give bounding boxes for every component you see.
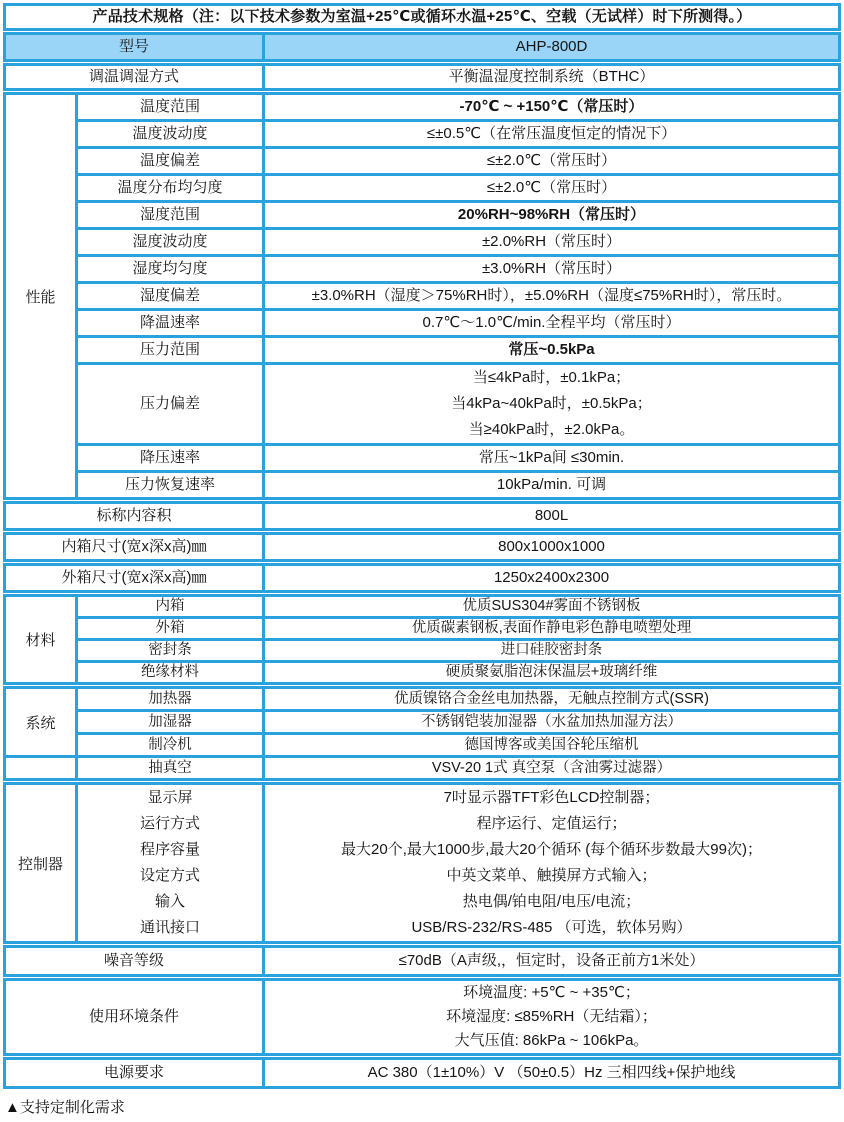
row-value: 德国博客或美国谷轮压缩机 — [464, 736, 639, 753]
table-title-row — [3, 3, 841, 31]
row-label: 标称内容积 — [6, 504, 265, 528]
spec-row — [78, 119, 838, 146]
row-value: ≤±0.5℃（在常压温度恒定的情况下） — [426, 124, 677, 142]
spec-row — [78, 709, 838, 732]
controller-label: 设定方式 — [139, 867, 200, 884]
row-value: 800x1000x1000 — [498, 537, 605, 555]
spec-row-vacuum — [78, 755, 838, 778]
row-model-value: AHP-800D — [265, 35, 838, 59]
row-label: 电源要求 — [6, 1060, 265, 1086]
row-model — [3, 32, 841, 62]
spec-row — [78, 616, 838, 638]
spec-row — [78, 638, 838, 660]
spec-row — [78, 200, 838, 227]
performance-rows — [78, 95, 838, 497]
system-group-label: 系统 — [25, 714, 56, 732]
spec-row — [78, 95, 838, 119]
system-group-empty-cell — [6, 755, 75, 778]
spec-row — [78, 689, 838, 709]
spec-row — [78, 597, 838, 616]
row-label: 密封条 — [78, 641, 265, 660]
material-group-label: 材料 — [25, 632, 56, 649]
controller-row — [78, 785, 838, 941]
row-label: 降温速率 — [78, 311, 265, 335]
spec-row-pressure-deviation — [78, 362, 838, 443]
row-value: 优质镍铬合金丝电加热器，无触点控制方式(SSR) — [394, 690, 709, 707]
row-noise — [3, 945, 841, 977]
controller-value: USB/RS-232/RS-485 （可选，软体另购） — [411, 919, 692, 936]
spec-row — [78, 254, 838, 281]
row-label: 湿度均匀度 — [78, 257, 265, 281]
row-volume — [3, 501, 841, 531]
row-label: 湿度波动度 — [78, 230, 265, 254]
controller-rows — [78, 785, 838, 941]
row-value: 优质碳素钢板,表面作静电彩色静电喷塑处理 — [411, 620, 692, 637]
row-value: ±3.0%RH（常压时） — [481, 259, 622, 277]
row-label: 加热器 — [78, 689, 265, 709]
row-value: VSV-20 1式 真空泵（含油雾过滤器） — [431, 759, 672, 776]
row-label: 压力偏差 — [78, 365, 265, 443]
row-value: 常压~0.5kPa — [508, 340, 595, 358]
spec-table — [3, 3, 841, 1089]
row-label: 湿度偏差 — [78, 284, 265, 308]
controller-labels — [78, 785, 265, 941]
row-label: 外箱 — [78, 619, 265, 638]
value-line: 当≤4kPa时，±0.1kPa； — [472, 369, 631, 386]
row-value — [265, 365, 838, 443]
value-line: 大气压值: 86kPa ~ 106kPa。 — [454, 1032, 649, 1049]
row-value: ≤±2.0℃（常压时） — [486, 178, 617, 196]
row-value: 0.7℃～1.0℃/min.全程平均（常压时） — [422, 313, 681, 331]
row-label: 温度分布均匀度 — [78, 176, 265, 200]
controller-label: 输入 — [154, 893, 185, 910]
row-label: 降压速率 — [78, 446, 265, 470]
row-label: 噪音等级 — [6, 948, 265, 974]
controller-label: 运行方式 — [139, 815, 200, 832]
row-value: 1250x2400x2300 — [493, 568, 610, 586]
row-value: 10kPa/min. 可调 — [496, 475, 607, 493]
row-value: AC 380（1±10%）V （50±0.5）Hz 三相四线+保护地线 — [367, 1063, 736, 1081]
row-power — [3, 1057, 841, 1089]
row-label: 内箱 — [78, 597, 265, 616]
row-mode-label: 调温调湿方式 — [6, 66, 265, 88]
row-value: ≤±2.0℃（常压时） — [486, 151, 617, 169]
spec-row — [78, 335, 838, 362]
row-mode-value: 平衡温湿度控制系统（BTHC） — [448, 67, 655, 85]
row-value — [265, 981, 838, 1053]
controller-group-label: 控制器 — [17, 855, 63, 873]
row-label: 压力恢复速率 — [78, 473, 265, 497]
controller-value: 最大20个,最大1000步,最大20个循环 (每个循环步数最大99次)； — [341, 841, 762, 858]
row-value: ±3.0%RH（湿度＞75%RH时），±5.0%RH（湿度≤75%RH时），常压时。 — [311, 286, 792, 304]
value-line: 当4kPa~40kPa时，±0.5kPa； — [451, 395, 652, 412]
row-label: 压力范围 — [78, 338, 265, 362]
spec-row — [78, 227, 838, 254]
row-label: 温度范围 — [78, 95, 265, 119]
controller-group-col — [6, 785, 78, 941]
row-inner-size — [3, 532, 841, 562]
section-material — [3, 594, 841, 685]
row-model-label: 型号 — [6, 35, 265, 59]
row-label: 抽真空 — [78, 758, 265, 778]
section-performance — [3, 92, 841, 500]
spec-row — [78, 732, 838, 755]
spec-row — [78, 281, 838, 308]
row-value: 优质SUS304#雾面不锈钢板 — [462, 598, 641, 615]
row-value: ≤70dB（A声级,，恒定时，设备正前方1米处） — [398, 951, 705, 969]
row-value: 硬质聚氨脂泡沫保温层+玻璃纤维 — [445, 664, 658, 681]
row-outer-size — [3, 563, 841, 593]
section-system — [3, 686, 841, 781]
spec-row — [78, 660, 838, 682]
row-label: 温度偏差 — [78, 149, 265, 173]
row-mode — [3, 63, 841, 91]
material-group-col — [6, 597, 78, 682]
controller-value: 程序运行、定值运行； — [476, 815, 627, 832]
material-rows — [78, 597, 838, 682]
row-label: 绝缘材料 — [78, 663, 265, 682]
row-value: 进口硅胶密封条 — [500, 642, 603, 659]
row-label: 外箱尺寸(宽x深x高)㎜ — [6, 566, 265, 590]
row-label: 内箱尺寸(宽x深x高)㎜ — [6, 535, 265, 559]
row-environment — [3, 978, 841, 1056]
row-value: ±2.0%RH（常压时） — [481, 232, 622, 250]
spec-row — [78, 308, 838, 335]
footnote: ▲支持定制化需求 — [5, 1099, 125, 1116]
controller-label: 程序容量 — [139, 841, 200, 858]
table-title: 产品技术规格（注：以下技术参数为室温+25℃或循环水温+25℃、空载（无试样）时下所测得。） — [92, 7, 752, 25]
row-value: 20%RH~98%RH（常压时） — [457, 205, 646, 223]
controller-label: 通讯接口 — [139, 919, 200, 936]
row-label: 温度波动度 — [78, 122, 265, 146]
row-value: 常压~1kPa间 ≤30min. — [478, 448, 625, 466]
controller-value: 热电偶/铂电阻/电压/电流； — [462, 893, 641, 910]
system-rows — [78, 689, 838, 778]
row-value: 800L — [534, 506, 569, 524]
row-label: 加湿器 — [78, 712, 265, 732]
row-value: -70℃ ~ +150℃（常压时） — [459, 97, 644, 115]
value-line: 当≥40kPa时，±2.0kPa。 — [468, 421, 635, 438]
spec-row — [78, 443, 838, 470]
spec-row — [78, 146, 838, 173]
spec-row — [78, 173, 838, 200]
value-line: 环境湿度: ≤85%RH（无结霜）； — [446, 1008, 657, 1025]
section-controller — [3, 782, 841, 944]
controller-values — [265, 785, 838, 941]
row-label: 使用环境条件 — [6, 981, 265, 1053]
row-value: 不锈钢铠装加湿器（水盆加热加湿方法） — [421, 713, 682, 730]
row-label: 湿度范围 — [78, 203, 265, 227]
system-group-col — [6, 689, 78, 778]
value-line: 环境温度: +5℃ ~ +35℃； — [463, 984, 640, 1001]
performance-group-label: 性能 — [25, 288, 56, 306]
controller-value: 7吋显示器TFT彩色LCD控制器； — [443, 789, 660, 806]
controller-value: 中英文菜单、触摸屏方式输入； — [446, 867, 657, 884]
spec-row — [78, 470, 838, 497]
performance-group-col — [6, 95, 78, 497]
row-label: 制冷机 — [78, 735, 265, 755]
controller-label: 显示屏 — [147, 789, 193, 806]
